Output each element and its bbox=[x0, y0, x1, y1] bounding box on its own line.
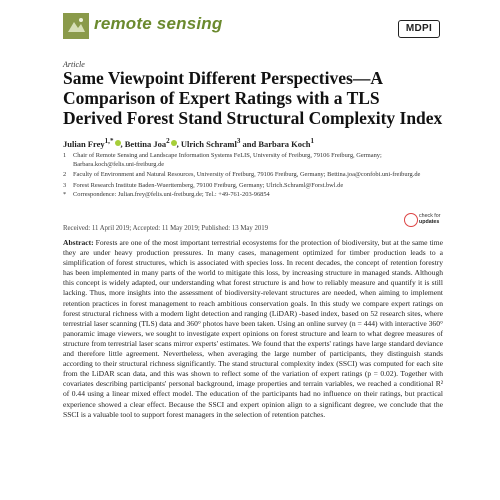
affiliations bbox=[63, 152, 443, 200]
publication-dates: Received: 11 April 2019; Accepted: 11 May 2019; Published: 13 May 2019 bbox=[63, 225, 269, 232]
author-affil-sup: 2 bbox=[166, 137, 170, 145]
update-check-icon bbox=[404, 213, 418, 227]
publisher-logo[interactable]: MDPI bbox=[398, 20, 440, 38]
article-type: Article bbox=[63, 60, 85, 69]
affiliation-item: 1 Chair of Remote Sensing and Landscape Information Systems FeLIS, University of Freiburg, 79106 Freiburg, Germany; Barbara.koch@felis.uni-freiburg.de bbox=[63, 152, 382, 168]
journal-header bbox=[0, 0, 500, 48]
check-for-updates-badge[interactable]: check for updates bbox=[404, 211, 446, 229]
affiliation-item: 3 Forest Research Institute Baden-Wuerttemberg, 79100 Freiburg, Germany; Ulrich.Schraml@Forst.bwl.de bbox=[63, 181, 344, 189]
author-list: Julian Frey$^{1,*}$ , Bettina Joa$^2$ , Ulrich Schraml$^3$ and Barbara Koch$^1$ bbox=[63, 137, 315, 149]
journal-logo-icon bbox=[63, 13, 89, 39]
author-name[interactable]: Julian Frey bbox=[63, 138, 105, 149]
affiliation-item: 2 Faculty of Environment and Natural Resources, University of Freiburg, 79106 Freiburg, Germany; Bettina.joa@confobi.uni-freiburg.de bbox=[63, 171, 421, 179]
article-title: Same Viewpoint Different Perspectives—A Comparison of Expert Ratings with a TLS Derived Forest Stand Structural Complexity Index bbox=[63, 68, 443, 128]
author-name[interactable]: and Barbara Koch bbox=[242, 138, 311, 149]
abstract-text: Forests are one of the most important terrestrial ecosystems for the protection of biodiversity, but at the same time they are under heavy production pressures. In many cases, management optimized for timber production leads to a simplification of forest structures, which is associated with species loss. In recent decades, the concept of retention forestry has been implemented in many parts of the world to mitigate this loss, by increasing structure in managed stands. Although this concept is widely adapted, our understanding what forest structure is and how to reliably measure and quantify it is still lacking. Thus, more insights into the assessment of biodiversity-relevant structures are needed, when aiming to implement retention practices in forest management to reach ambitious conservation goals. In this study we compare expert ratings on forest structural richness with a modern light detection and ranging (LiDAR) -based index, based on 52 research sites, where terrestrial laser scanning (TLS) data and 360° photos have been taken. Using an online survey (n = 444) with interactive 360° panoramic image viewers, we sought to investigate expert opinions on forest structure and learn to what degree measures of structure from terrestrial laser scans mirror experts' estimates. We found that the experts' ratings have large standard deviance and therefore little agreement. Nevertheless, when averaging the large number of participants, they distinguish stands according to their structural richness significantly. The stand structural complexity index (SSCI) was computed for each site from the LiDAR scan data, and this was shown to reflect some of the variation of expert ratings (p = 0.02). Together with covariates describing participants' personal background, image properties and terrain variables, we reached a conditional R² of 0.44 using a linear mixed effect model. The education of the participants had no influence on their ratings, but practical experience showed a clear effect. Because the SSCI and expert opinion align to a significant degree, we conclude that the SSCI is a valuable tool to support forest managers in the selection of retention patches. bbox=[63, 238, 443, 419]
author-affil-sup: 3 bbox=[236, 137, 241, 145]
correspondence: * Correspondence: Julian.frey@felis.uni-freiburg.de; Tel.: +49-761-203-96854 bbox=[63, 190, 270, 198]
orcid-icon[interactable] bbox=[115, 140, 121, 146]
author-name[interactable]: Ulrich Schraml bbox=[180, 138, 237, 149]
orcid-icon[interactable] bbox=[171, 140, 177, 146]
journal-name[interactable]: remote sensing bbox=[94, 14, 223, 33]
abstract-label: Abstract: bbox=[63, 238, 94, 247]
abstract bbox=[63, 238, 443, 420]
author-name[interactable]: Bettina Joa bbox=[124, 138, 167, 149]
author-affil-sup: 1 bbox=[310, 137, 315, 145]
author-affil-sup: 1,* bbox=[104, 137, 114, 145]
